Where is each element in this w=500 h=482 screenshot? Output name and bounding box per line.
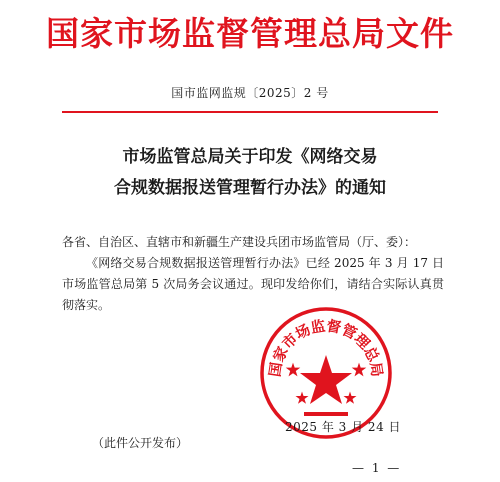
signing-date: 2025 年 3 月 24 日 — [285, 420, 402, 434]
notice-title — [0, 142, 500, 204]
notice-body — [62, 232, 444, 316]
publication-note: （此件公开发布） — [92, 436, 189, 450]
document-number: 国市监网监规〔2025〕2 号 — [171, 86, 329, 100]
page-number: — 1 — — [352, 461, 402, 475]
notice-title-line-1: 市场监管总局关于印发《网络交易 — [122, 147, 378, 167]
recipients-line: 各省、自治区、直辖市和新疆生产建设兵团市场监管局（厅、委）： — [62, 235, 417, 249]
notice-title-line-2: 合规数据报送管理暂行办法》的通知 — [114, 178, 386, 198]
svg-text:国家市场监督管理总局: 国家市场监督管理总局 — [267, 318, 385, 378]
document-header-title: 国家市场监督管理总局文件 — [46, 14, 454, 53]
red-divider-line — [62, 111, 438, 113]
body-paragraph: 《网络交易合规数据报送管理暂行办法》已经 2025 年 3 月 17 日市场监管总局第 5 次局务会议通过。现印发给你们，请结合实际认真贯彻落实。 — [62, 256, 444, 312]
